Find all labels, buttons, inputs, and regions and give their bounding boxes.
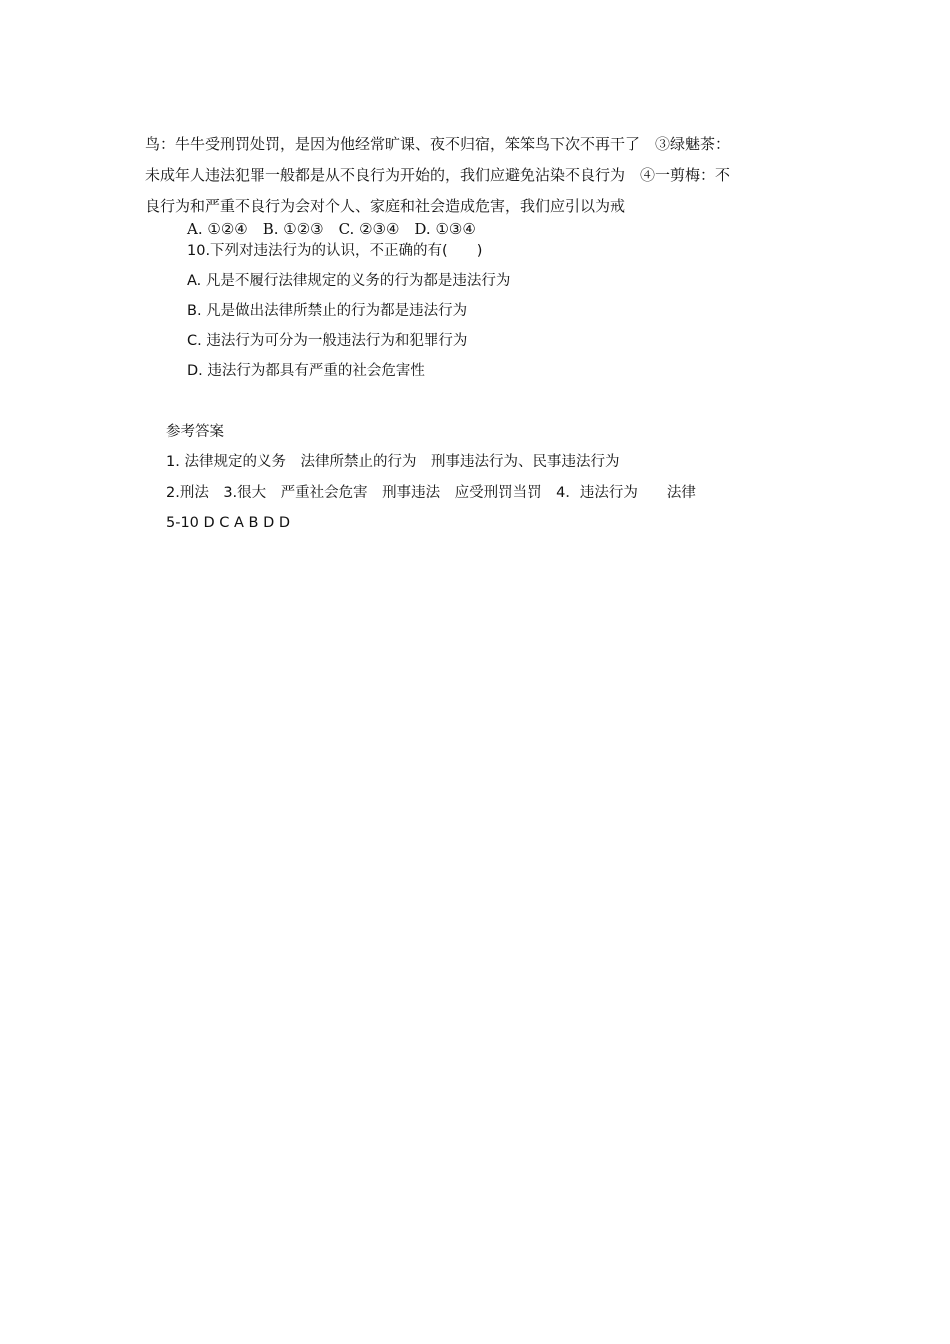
q10-option-a: A. 凡是不履行法律规定的义务的行为都是违法行为 xyxy=(187,273,511,289)
answers-line-3: 5-10 D C A B D D xyxy=(166,515,291,531)
answers-line-2: 2.刑法 3.很大 严重社会危害 刑事违法 应受刑罚当罚 4．违法行为 法律 xyxy=(166,485,696,501)
q10-option-b: B. 凡是做出法律所禁止的行为都是违法行为 xyxy=(187,303,468,319)
q10-stem: 10.下列对违法行为的认识，不正确的有( ) xyxy=(187,243,483,259)
q9-text-line-3: 良行为和严重不良行为会对个人、家庭和社会造成危害，我们应引以为戒 xyxy=(145,197,626,215)
q10-option-c: C. 违法行为可分为一般违法行为和犯罪行为 xyxy=(187,333,468,349)
answers-title: 参考答案 xyxy=(166,424,224,440)
q10-option-d: D. 违法行为都具有严重的社会危害性 xyxy=(187,363,425,379)
answers-line-1: 1. 法律规定的义务 法律所禁止的行为 刑事违法行为、民事违法行为 xyxy=(166,454,620,470)
q9-text-line-1: 鸟：牛牛受刑罚处罚，是因为他经常旷课、夜不归宿，笨笨鸟下次不再干了 ③绿魅茶： xyxy=(145,135,731,153)
q9-choices: A. ①②④ B. ①②③ C. ②③④ D. ①③④ xyxy=(187,220,476,238)
q9-text-line-2: 未成年人违法犯罪一般都是从不良行为开始的，我们应避免沾染不良行为 ④一剪梅：不 xyxy=(145,166,731,184)
